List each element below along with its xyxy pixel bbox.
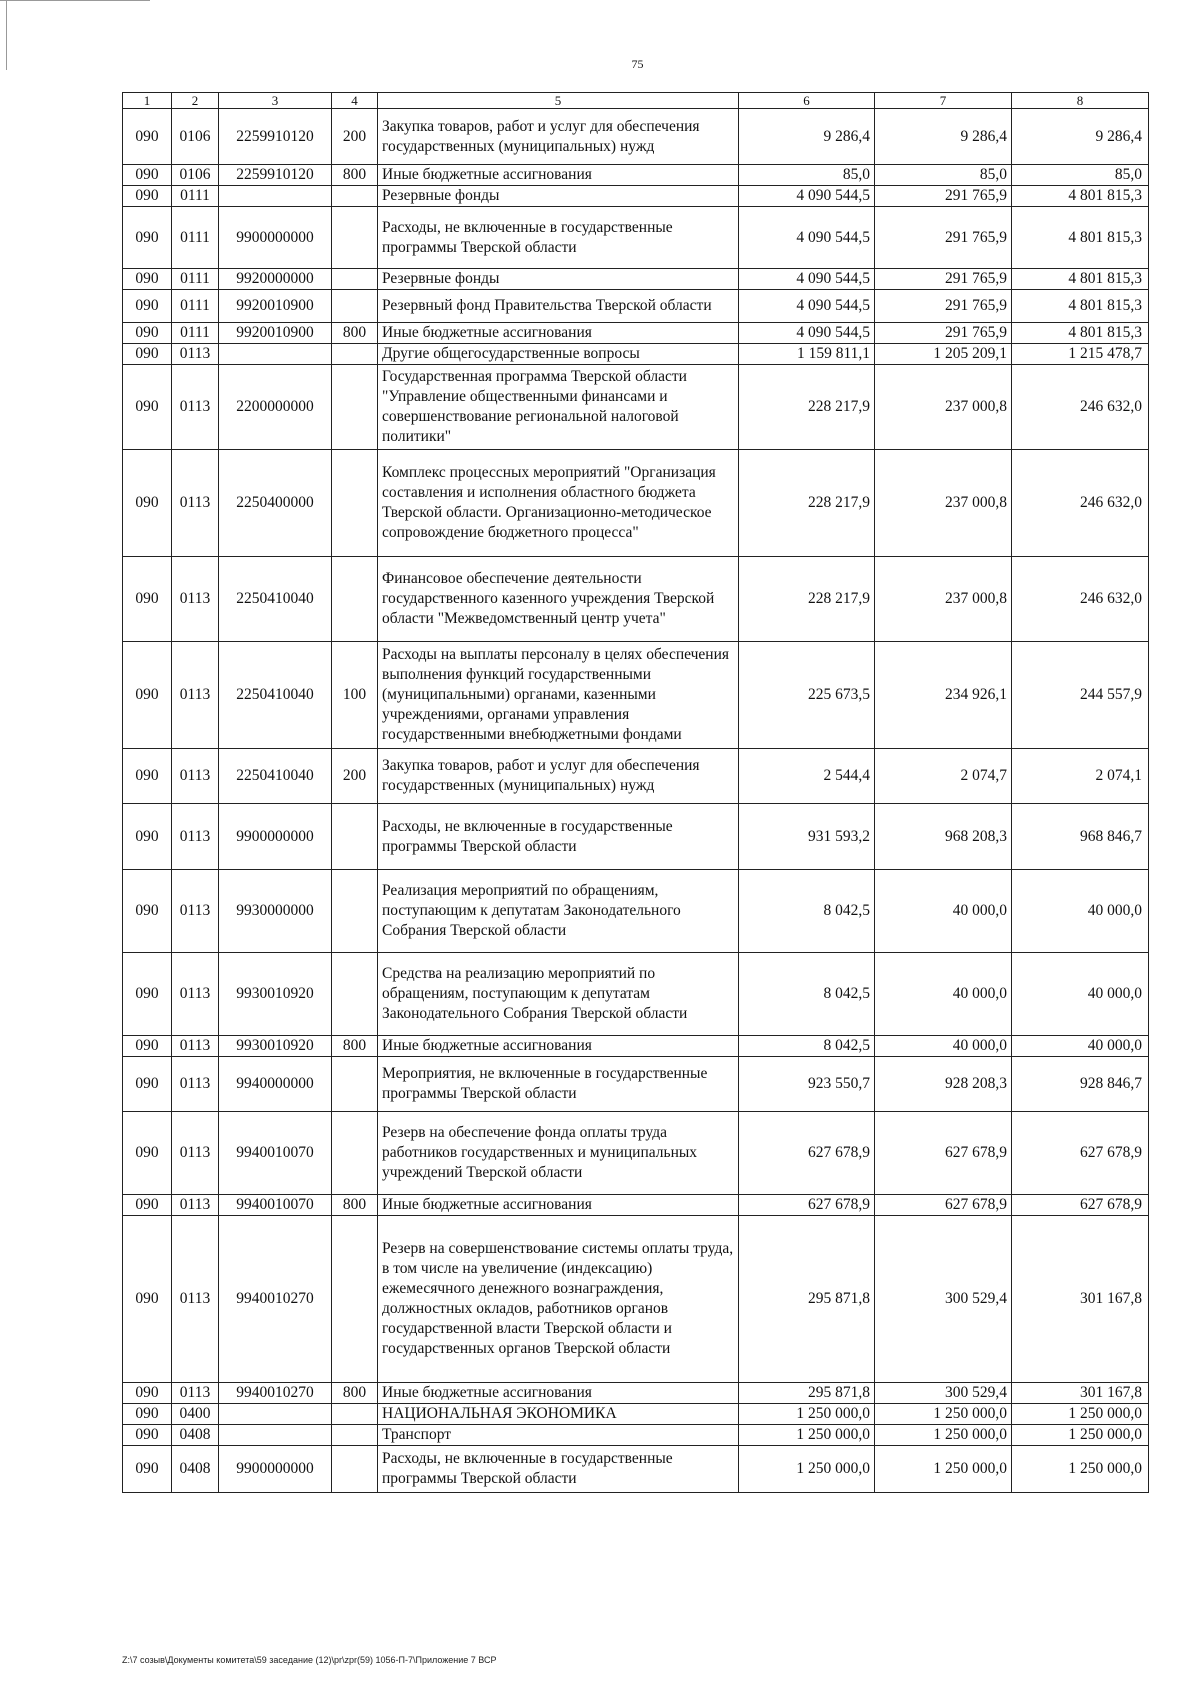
amount-col6-cell: 4 090 544,5: [739, 269, 875, 290]
expense-type-cell: 100: [332, 642, 378, 749]
article-code-cell: 9920010900: [219, 290, 332, 323]
table-row: [123, 1057, 1149, 1112]
amount-col6-cell: 1 250 000,0: [739, 1446, 875, 1493]
admin-code-cell: 090: [123, 953, 172, 1036]
amount-col8-cell: 246 632,0: [1012, 450, 1149, 557]
expense-type-cell: [332, 1216, 378, 1383]
amount-col8-cell: 928 846,7: [1012, 1057, 1149, 1112]
amount-col7-cell: 9 286,4: [875, 109, 1012, 165]
amount-col7-cell: 300 529,4: [875, 1216, 1012, 1383]
page-number: 75: [631, 57, 644, 71]
item-name-cell: НАЦИОНАЛЬНАЯ ЭКОНОМИКА: [378, 1404, 739, 1425]
amount-col7-cell: 291 765,9: [875, 290, 1012, 323]
section-code-cell: 0113: [172, 1036, 219, 1057]
section-code-cell: 0408: [172, 1446, 219, 1493]
article-code-cell: 9930010920: [219, 1036, 332, 1057]
article-code-cell: 2250410040: [219, 557, 332, 642]
expense-type-cell: 800: [332, 165, 378, 186]
expense-type-cell: [332, 207, 378, 269]
item-name-cell: Расходы, не включенные в государственные программы Тверской области: [378, 1446, 739, 1493]
section-code-cell: 0408: [172, 1425, 219, 1446]
admin-code-cell: 090: [123, 1036, 172, 1057]
item-name-cell: Расходы, не включенные в государственные программы Тверской области: [378, 804, 739, 870]
item-name-cell: Закупка товаров, работ и услуг для обеспечения государственных (муниципальных) нужд: [378, 749, 739, 804]
amount-col6-cell: 4 090 544,5: [739, 290, 875, 323]
article-code-cell: 9940010270: [219, 1216, 332, 1383]
article-code-cell: 2250410040: [219, 642, 332, 749]
section-code-cell: 0113: [172, 365, 219, 450]
item-name-cell: Резерв на совершенствование системы оплаты труда, в том числе на увеличение (индексацию) ежемесячного денежного вознаграждения, должностных окладов, работников органов государственной власти Тверской области и государственных органов Тверской области: [378, 1216, 739, 1383]
amount-col6-cell: 9 286,4: [739, 109, 875, 165]
expense-type-cell: [332, 186, 378, 207]
expense-type-cell: 800: [332, 1195, 378, 1216]
item-name-cell: Расходы на выплаты персоналу в целях обеспечения выполнения функций государственными (муниципальными) органами, казенными учреждениями, органами управления государственными внебюджетными фондами: [378, 642, 739, 749]
amount-col6-cell: 228 217,9: [739, 450, 875, 557]
amount-col7-cell: 40 000,0: [875, 1036, 1012, 1057]
admin-code-cell: 090: [123, 1383, 172, 1404]
amount-col8-cell: 301 167,8: [1012, 1383, 1149, 1404]
section-code-cell: 0113: [172, 642, 219, 749]
table-row: [123, 269, 1149, 290]
amount-col7-cell: 1 250 000,0: [875, 1425, 1012, 1446]
expense-type-cell: [332, 1404, 378, 1425]
table-row: [123, 1112, 1149, 1195]
section-code-cell: 0113: [172, 1112, 219, 1195]
table-row: [123, 1446, 1149, 1493]
expense-type-cell: 800: [332, 1036, 378, 1057]
expense-type-cell: 200: [332, 109, 378, 165]
table-body: [123, 109, 1149, 1493]
article-code-cell: 2250400000: [219, 450, 332, 557]
expense-type-cell: [332, 344, 378, 365]
expense-type-cell: [332, 557, 378, 642]
table-row: [123, 804, 1149, 870]
amount-col6-cell: 1 250 000,0: [739, 1425, 875, 1446]
header-cell: 4: [332, 93, 378, 109]
amount-col8-cell: 627 678,9: [1012, 1195, 1149, 1216]
amount-col8-cell: 4 801 815,3: [1012, 269, 1149, 290]
section-code-cell: 0400: [172, 1404, 219, 1425]
item-name-cell: Комплекс процессных мероприятий "Организация составления и исполнения областного бюджета Тверской области. Организационно-методическое сопровождение бюджетного процесса": [378, 450, 739, 557]
item-name-cell: Реализация мероприятий по обращениям, поступающим к депутатам Законодательного Собрания Тверской области: [378, 870, 739, 953]
footer-file-path: Z:\7 созыв\Документы комитета\59 заседание (12)\pr\zpr(59) 1056-П-7\Приложение 7 ВСР: [122, 1655, 497, 1665]
article-code-cell: 9930000000: [219, 870, 332, 953]
header-cell: 1: [123, 93, 172, 109]
amount-col6-cell: 627 678,9: [739, 1112, 875, 1195]
amount-col6-cell: 8 042,5: [739, 953, 875, 1036]
item-name-cell: Другие общегосударственные вопросы: [378, 344, 739, 365]
section-code-cell: 0113: [172, 953, 219, 1036]
article-code-cell: 9940010070: [219, 1112, 332, 1195]
amount-col8-cell: 40 000,0: [1012, 870, 1149, 953]
amount-col7-cell: 1 250 000,0: [875, 1404, 1012, 1425]
amount-col7-cell: 291 765,9: [875, 269, 1012, 290]
amount-col8-cell: 244 557,9: [1012, 642, 1149, 749]
section-code-cell: 0113: [172, 344, 219, 365]
article-code-cell: 9900000000: [219, 804, 332, 870]
expense-type-cell: [332, 269, 378, 290]
amount-col7-cell: 1 205 209,1: [875, 344, 1012, 365]
amount-col7-cell: 237 000,8: [875, 365, 1012, 450]
admin-code-cell: 090: [123, 344, 172, 365]
amount-col8-cell: 627 678,9: [1012, 1112, 1149, 1195]
scan-edge-line: [0, 0, 150, 1]
admin-code-cell: 090: [123, 1404, 172, 1425]
expense-type-cell: 200: [332, 749, 378, 804]
table-row: [123, 186, 1149, 207]
amount-col6-cell: 627 678,9: [739, 1195, 875, 1216]
amount-col8-cell: 40 000,0: [1012, 1036, 1149, 1057]
admin-code-cell: 090: [123, 186, 172, 207]
header-cell: 3: [219, 93, 332, 109]
expense-type-cell: [332, 870, 378, 953]
article-code-cell: 9900000000: [219, 207, 332, 269]
amount-col6-cell: 225 673,5: [739, 642, 875, 749]
item-name-cell: Иные бюджетные ассигнования: [378, 165, 739, 186]
expense-type-cell: [332, 804, 378, 870]
amount-col7-cell: 1 250 000,0: [875, 1446, 1012, 1493]
expense-type-cell: [332, 953, 378, 1036]
table-row: [123, 323, 1149, 344]
admin-code-cell: 090: [123, 1446, 172, 1493]
table-row: [123, 953, 1149, 1036]
section-code-cell: 0113: [172, 1057, 219, 1112]
amount-col6-cell: 4 090 544,5: [739, 323, 875, 344]
admin-code-cell: 090: [123, 365, 172, 450]
table-row: [123, 290, 1149, 323]
amount-col7-cell: 968 208,3: [875, 804, 1012, 870]
admin-code-cell: 090: [123, 323, 172, 344]
amount-col7-cell: 237 000,8: [875, 557, 1012, 642]
article-code-cell: 2200000000: [219, 365, 332, 450]
section-code-cell: 0113: [172, 1383, 219, 1404]
amount-col7-cell: 300 529,4: [875, 1383, 1012, 1404]
admin-code-cell: 090: [123, 870, 172, 953]
expense-type-cell: [332, 1057, 378, 1112]
table-row: [123, 450, 1149, 557]
item-name-cell: Средства на реализацию мероприятий по обращениям, поступающим к депутатам Законодательного Собрания Тверской области: [378, 953, 739, 1036]
amount-col7-cell: 291 765,9: [875, 186, 1012, 207]
item-name-cell: Финансовое обеспечение деятельности государственного казенного учреждения Тверской области "Межведомственный центр учета": [378, 557, 739, 642]
amount-col8-cell: 40 000,0: [1012, 953, 1149, 1036]
expense-type-cell: 800: [332, 1383, 378, 1404]
amount-col8-cell: 4 801 815,3: [1012, 290, 1149, 323]
article-code-cell: 2250410040: [219, 749, 332, 804]
amount-col7-cell: 40 000,0: [875, 953, 1012, 1036]
expense-type-cell: 800: [332, 323, 378, 344]
table-row: [123, 165, 1149, 186]
amount-col8-cell: 9 286,4: [1012, 109, 1149, 165]
header-cell: 8: [1012, 93, 1149, 109]
item-name-cell: Закупка товаров, работ и услуг для обеспечения государственных (муниципальных) нужд: [378, 109, 739, 165]
item-name-cell: Иные бюджетные ассигнования: [378, 1036, 739, 1057]
section-code-cell: 0113: [172, 749, 219, 804]
admin-code-cell: 090: [123, 1057, 172, 1112]
amount-col6-cell: 4 090 544,5: [739, 186, 875, 207]
admin-code-cell: 090: [123, 804, 172, 870]
expense-type-cell: [332, 450, 378, 557]
admin-code-cell: 090: [123, 1425, 172, 1446]
admin-code-cell: 090: [123, 1216, 172, 1383]
table-row: [123, 1195, 1149, 1216]
amount-col7-cell: 627 678,9: [875, 1112, 1012, 1195]
admin-code-cell: 090: [123, 450, 172, 557]
amount-col8-cell: 246 632,0: [1012, 365, 1149, 450]
table-row: [123, 1383, 1149, 1404]
header-cell: 5: [378, 93, 739, 109]
section-code-cell: 0111: [172, 323, 219, 344]
admin-code-cell: 090: [123, 1112, 172, 1195]
table-row: [123, 749, 1149, 804]
section-code-cell: 0106: [172, 109, 219, 165]
amount-col8-cell: 4 801 815,3: [1012, 186, 1149, 207]
article-code-cell: [219, 1425, 332, 1446]
amount-col7-cell: 291 765,9: [875, 207, 1012, 269]
header-cell: 6: [739, 93, 875, 109]
admin-code-cell: 090: [123, 642, 172, 749]
table-row: [123, 557, 1149, 642]
amount-col7-cell: 237 000,8: [875, 450, 1012, 557]
scan-edge-line: [6, 0, 7, 70]
article-code-cell: 9930010920: [219, 953, 332, 1036]
item-name-cell: Резерв на обеспечение фонда оплаты труда работников государственных и муниципальных учреждений Тверской области: [378, 1112, 739, 1195]
amount-col8-cell: 246 632,0: [1012, 557, 1149, 642]
amount-col8-cell: 2 074,1: [1012, 749, 1149, 804]
amount-col6-cell: 1 159 811,1: [739, 344, 875, 365]
admin-code-cell: 090: [123, 269, 172, 290]
item-name-cell: Резервные фонды: [378, 186, 739, 207]
amount-col7-cell: 291 765,9: [875, 323, 1012, 344]
amount-col8-cell: 1 250 000,0: [1012, 1446, 1149, 1493]
amount-col8-cell: 301 167,8: [1012, 1216, 1149, 1383]
amount-col8-cell: 85,0: [1012, 165, 1149, 186]
table-row: [123, 642, 1149, 749]
table-row: [123, 1425, 1149, 1446]
article-code-cell: 9900000000: [219, 1446, 332, 1493]
article-code-cell: 2259910120: [219, 165, 332, 186]
article-code-cell: 9940010270: [219, 1383, 332, 1404]
table-row: [123, 870, 1149, 953]
amount-col7-cell: 928 208,3: [875, 1057, 1012, 1112]
admin-code-cell: 090: [123, 749, 172, 804]
amount-col6-cell: 295 871,8: [739, 1383, 875, 1404]
expense-type-cell: [332, 1425, 378, 1446]
expense-type-cell: [332, 1446, 378, 1493]
table-row: [123, 1404, 1149, 1425]
article-code-cell: 9940010070: [219, 1195, 332, 1216]
section-code-cell: 0113: [172, 804, 219, 870]
section-code-cell: 0111: [172, 290, 219, 323]
amount-col6-cell: 4 090 544,5: [739, 207, 875, 269]
item-name-cell: Резервный фонд Правительства Тверской области: [378, 290, 739, 323]
amount-col6-cell: 923 550,7: [739, 1057, 875, 1112]
table-row: [123, 207, 1149, 269]
item-name-cell: Иные бюджетные ассигнования: [378, 323, 739, 344]
amount-col8-cell: 1 215 478,7: [1012, 344, 1149, 365]
amount-col6-cell: 295 871,8: [739, 1216, 875, 1383]
amount-col7-cell: 40 000,0: [875, 870, 1012, 953]
amount-col6-cell: 931 593,2: [739, 804, 875, 870]
amount-col6-cell: 228 217,9: [739, 365, 875, 450]
article-code-cell: [219, 1404, 332, 1425]
section-code-cell: 0111: [172, 269, 219, 290]
section-code-cell: 0113: [172, 1195, 219, 1216]
item-name-cell: Государственная программа Тверской области "Управление общественными финансами и совершенствование региональной налоговой политики": [378, 365, 739, 450]
section-code-cell: 0111: [172, 186, 219, 207]
item-name-cell: Резервные фонды: [378, 269, 739, 290]
amount-col7-cell: 234 926,1: [875, 642, 1012, 749]
item-name-cell: Транспорт: [378, 1425, 739, 1446]
article-code-cell: [219, 344, 332, 365]
article-code-cell: 9920010900: [219, 323, 332, 344]
section-code-cell: 0113: [172, 450, 219, 557]
amount-col6-cell: 85,0: [739, 165, 875, 186]
item-name-cell: Мероприятия, не включенные в государственные программы Тверской области: [378, 1057, 739, 1112]
amount-col7-cell: 85,0: [875, 165, 1012, 186]
amount-col8-cell: 4 801 815,3: [1012, 207, 1149, 269]
item-name-cell: Расходы, не включенные в государственные программы Тверской области: [378, 207, 739, 269]
amount-col6-cell: 1 250 000,0: [739, 1404, 875, 1425]
article-code-cell: 2259910120: [219, 109, 332, 165]
amount-col8-cell: 4 801 815,3: [1012, 323, 1149, 344]
article-code-cell: 9940000000: [219, 1057, 332, 1112]
expense-type-cell: [332, 365, 378, 450]
section-code-cell: 0113: [172, 870, 219, 953]
section-code-cell: 0113: [172, 557, 219, 642]
admin-code-cell: 090: [123, 109, 172, 165]
amount-col8-cell: 968 846,7: [1012, 804, 1149, 870]
header-cell: 2: [172, 93, 219, 109]
table-header: [123, 93, 1149, 109]
amount-col7-cell: 2 074,7: [875, 749, 1012, 804]
section-code-cell: 0111: [172, 207, 219, 269]
article-code-cell: [219, 186, 332, 207]
expense-type-cell: [332, 1112, 378, 1195]
table-row: [123, 109, 1149, 165]
budget-table: [122, 92, 1149, 1493]
amount-col7-cell: 627 678,9: [875, 1195, 1012, 1216]
item-name-cell: Иные бюджетные ассигнования: [378, 1195, 739, 1216]
article-code-cell: 9920000000: [219, 269, 332, 290]
amount-col6-cell: 8 042,5: [739, 870, 875, 953]
admin-code-cell: 090: [123, 290, 172, 323]
item-name-cell: Иные бюджетные ассигнования: [378, 1383, 739, 1404]
expense-type-cell: [332, 290, 378, 323]
table-row: [123, 344, 1149, 365]
amount-col6-cell: 2 544,4: [739, 749, 875, 804]
table-row: [123, 1216, 1149, 1383]
admin-code-cell: 090: [123, 165, 172, 186]
admin-code-cell: 090: [123, 207, 172, 269]
amount-col8-cell: 1 250 000,0: [1012, 1425, 1149, 1446]
amount-col6-cell: 228 217,9: [739, 557, 875, 642]
section-code-cell: 0106: [172, 165, 219, 186]
admin-code-cell: 090: [123, 557, 172, 642]
table-row: [123, 365, 1149, 450]
admin-code-cell: 090: [123, 1195, 172, 1216]
amount-col8-cell: 1 250 000,0: [1012, 1404, 1149, 1425]
table-row: [123, 1036, 1149, 1057]
amount-col6-cell: 8 042,5: [739, 1036, 875, 1057]
header-cell: 7: [875, 93, 1012, 109]
section-code-cell: 0113: [172, 1216, 219, 1383]
